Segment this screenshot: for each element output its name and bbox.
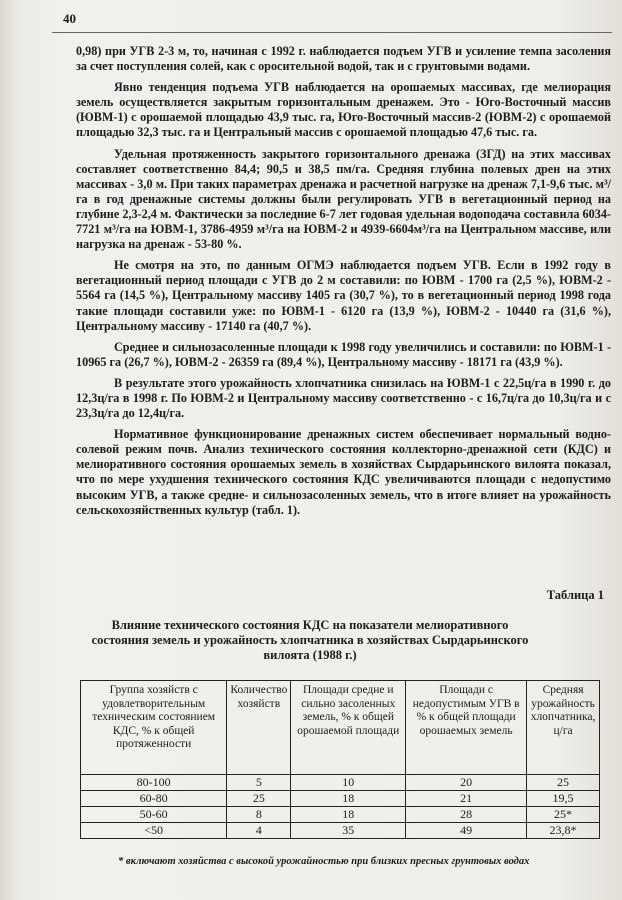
table-row bbox=[81, 807, 600, 823]
table-cell: 23,8* bbox=[527, 823, 600, 839]
table-header-cell: Площади с недопустимым УГВ в % к общей площади орошаемых земель bbox=[406, 681, 527, 775]
table-row bbox=[81, 791, 600, 807]
table-cell: 50-60 bbox=[81, 807, 227, 823]
table-cell: 18 bbox=[291, 791, 406, 807]
table-cell: 80-100 bbox=[81, 775, 227, 791]
table-header-cell: Площади средне и сильно засоленных земель, % к общей орошаемой площади bbox=[291, 681, 406, 775]
table-title: Влияние технического состояния КДС на показатели мелиоративного состояния земель и урожайность хлопчатника в хозяйствах Сырдарьинского вилоята (1988 г.) bbox=[91, 618, 529, 662]
table-header-cell: Количество хозяйств bbox=[227, 681, 291, 775]
table-row bbox=[81, 823, 600, 839]
paragraph: Среднее и сильнозасоленные площади к 1998 году увеличились и составили: по ЮВМ-1 - 10965 га (26,7 %), ЮВМ-2 - 26359 га (89,4 %), Центральному массиву - 18171 га (43,9 %). bbox=[76, 339, 611, 369]
table-header-cell: Группа хозяйств с удовлетворительным техническим состоянием КДС, % к общей протяженности bbox=[81, 681, 227, 775]
table-cell: 60-80 bbox=[81, 791, 227, 807]
table-cell: 49 bbox=[406, 823, 527, 839]
table-header-cell: Средняя урожайность хлопчатника, ц/га bbox=[527, 681, 600, 775]
table-cell: 18 bbox=[291, 807, 406, 823]
data-table bbox=[80, 680, 600, 839]
table-cell: 35 bbox=[291, 823, 406, 839]
table-cell: 19,5 bbox=[527, 791, 600, 807]
table-cell: 10 bbox=[291, 775, 406, 791]
paragraph: Нормативное функционирование дренажных систем обеспечивает нормальный водно-солевой режим почв. Анализ технического состояния коллекторно-дренажной сети (КДС) и мелиоративного состояния орошаемых земель в хозяйствах Сырдарьинского вилоята показал, что по мере ухудшения технического состояния КДС увеличиваются площади с недопустимо высоким УГВ, а также средне- и сильнозасоленных земель, что в итоге влияет на урожайность сельскохозяйственных культур (табл. 1). bbox=[76, 427, 611, 517]
paragraph: Явно тенденция подъема УГВ наблюдается на орошаемых массивах, где мелиорация земель осуществляется закрытым горизонтальным дренажем. Это - Юго-Восточный массив (ЮВМ-1) с орошаемой площадью 43,9 тыс. га, Юго-Восточный массив-2 (ЮВМ-2) с орошаемой площадью 32,3 тыс. га и Центральный массив с орошаемой площадью 47,6 тыс. га. bbox=[76, 80, 611, 140]
table-row bbox=[81, 775, 600, 791]
table-cell: 25 bbox=[527, 775, 600, 791]
table-cell: 25 bbox=[227, 791, 291, 807]
header-rule bbox=[52, 32, 612, 33]
table-cell: 20 bbox=[406, 775, 527, 791]
paragraph: Не смотря на это, по данным ОГМЭ наблюдается подъем УГВ. Если в 1992 году в вегетационный период площади с УГВ до 2 м составили: по ЮВМ - 1700 га (2,5 %), ЮВМ-2 - 5564 га (14,5 %), Центральному массиву 1405 га (30,7 %), то в вегетационный период 1998 года такие площади составили уже: по ЮВМ-1 - 6120 га (13,9 %), ЮВМ-2 - 10440 га (31,6 %), Центральному массиву - 17140 га (40,7 %). bbox=[76, 258, 611, 333]
table-cell: 25* bbox=[527, 807, 600, 823]
paragraph: В результате этого урожайность хлопчатника снизилась на ЮВМ-1 с 22,5ц/га в 1990 г. до 12,3ц/га в 1998 г. По ЮВМ-2 и Центральному массиву соответственно - с 16,7ц/га до 10,3ц/га и с 23,3ц/га до 12,4ц/га. bbox=[76, 375, 611, 421]
table-cell: 28 bbox=[406, 807, 527, 823]
table-cell: 4 bbox=[227, 823, 291, 839]
page-number: 40 bbox=[63, 11, 76, 26]
paragraph: Удельная протяженность закрытого горизонтального дренажа (ЗГД) на этих массивах составляет соответственно 84,4; 90,5 и 38,5 пм/га. Средняя глубина полевых дрен на этих массивах - 3,0 м. При таких параметрах дренажа и расчетной нагрузке на дренаж 7,1-9,6 тыс. м³/га в год дренажные системы должны были регулировать УГВ в вегетационный период на глубине 2,3-2,4 м. Фактически за последние 6-7 лет годовая удельная водоподача составила 6034-7721 м³/га на ЮВМ-1, 3786-4959 м³/га на ЮВМ-2 и 4939-6604м³/га на Центральном массиве, или нагрузка на дренаж - 53-80 %. bbox=[76, 146, 611, 252]
table-footnote: * включают хозяйства с высокой урожайностью при близких пресных грунтовых водах bbox=[118, 856, 530, 867]
table-label: Таблица 1 bbox=[546, 588, 604, 602]
table-header-row bbox=[81, 681, 600, 775]
table-cell: <50 bbox=[81, 823, 227, 839]
table-cell: 21 bbox=[406, 791, 527, 807]
table-cell: 8 bbox=[227, 807, 291, 823]
paragraph: 0,98) при УГВ 2-3 м, то, начиная с 1992 г. наблюдается подъем УГВ и усиление темпа засоления за счет поступления солей, как с оросительной водой, так и с грунтовыми водами. bbox=[76, 44, 611, 74]
table-cell: 5 bbox=[227, 775, 291, 791]
body-text bbox=[76, 44, 611, 524]
